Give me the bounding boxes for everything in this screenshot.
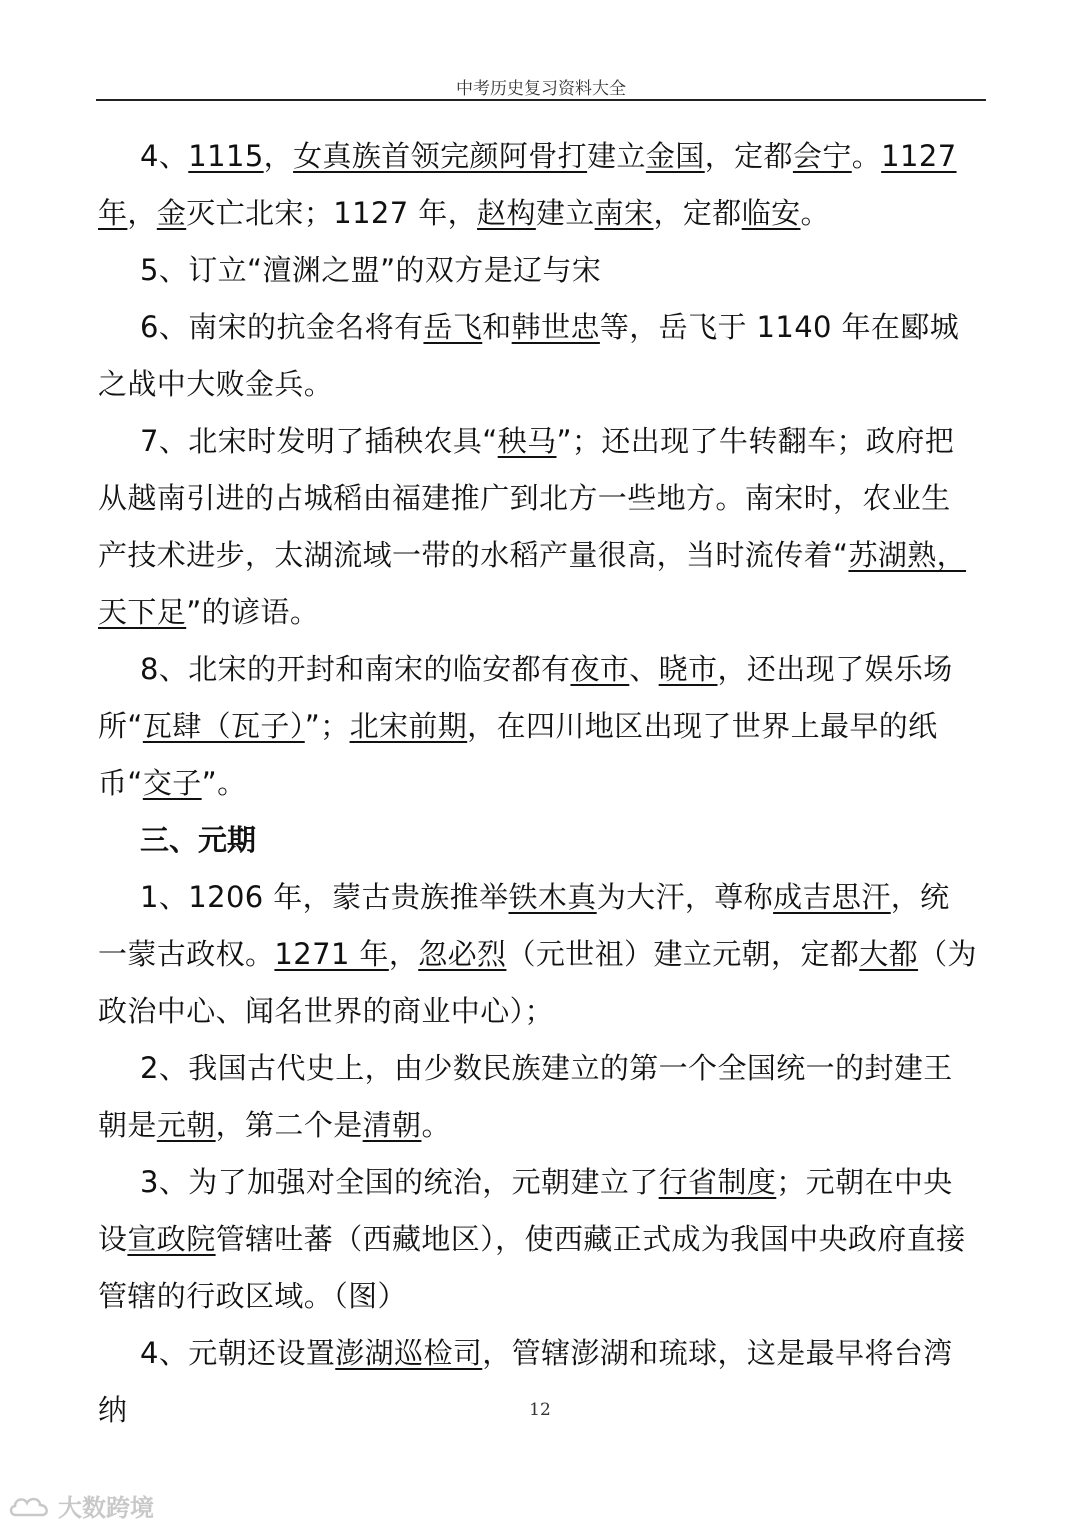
underlined-text: 元朝 [156,1108,216,1142]
text-segment: （为政治中心、闻名世界的商业中心）； [98,937,977,1028]
watermark [8,1488,154,1523]
text-segment: （元世祖）建立元朝，定都 [506,937,860,971]
text-segment: 等，岳飞于 1140 年在郾城之战中大败金兵。 [98,310,960,401]
underlined-text: 行省制度 [658,1165,777,1199]
underlined-text: 澎湖巡检司 [335,1336,483,1370]
underlined-text: 金 [156,196,187,230]
underlined-text: 岳飞 [423,310,483,344]
underlined-text: 1115 [188,139,264,173]
underlined-text: 苏湖熟，天下足 [98,538,967,629]
section-title: 三、元期 [140,823,257,857]
underlined-text: 宣政院 [127,1222,216,1256]
text-segment: ”的谚语。 [186,595,320,629]
text-segment: ，定都 [704,139,793,173]
text-segment: 为大汗，尊称 [596,880,774,914]
paragraph [98,413,978,641]
text-segment: 灭亡北宋；1127 年， [186,196,478,230]
text-segment: ，还出现了娱乐场所“ [98,652,953,743]
text-segment: 8、北宋的开封和南宋的临安都有 [140,652,571,686]
text-segment: ；元朝在中央设 [98,1165,953,1256]
underlined-text: 忽必烈 [418,937,507,971]
text-segment: 1、1206 年，蒙古贵族推举 [140,880,509,914]
text-segment: ”。 [201,766,247,800]
text-segment: 管辖吐蕃（西藏地区），使西藏正式成为我国中央政府直接管辖的行政区域。（图） [98,1222,966,1313]
text-segment: 4、元朝还设置 [140,1336,336,1370]
paragraph [98,299,978,413]
underlined-text: 女真族首领完颜阿骨打 [293,139,588,173]
underlined-text: 铁木真 [508,880,597,914]
underlined-text: 南宋 [594,196,654,230]
text-segment: 建立 [587,139,646,173]
underlined-text: 1271 年 [274,937,389,971]
text-segment: 2、我国古代史上，由少数民族建立的第一个全国统一的封建王朝是 [98,1051,953,1142]
text-segment: 和 [482,310,512,344]
underlined-text: 金国 [645,139,705,173]
text-segment: 3、为了加强对全国的统治，元朝建立了 [140,1165,659,1199]
text-segment: 。 [421,1108,451,1142]
text-segment: 。 [800,196,830,230]
underlined-text: 瓦肆（瓦子） [142,709,305,743]
paragraph [98,869,978,1040]
paragraph [98,1154,978,1325]
underlined-text: 赵构 [477,196,536,230]
watermark-text: 大数跨境 [58,1494,154,1522]
text-segment: ， [263,139,294,173]
song-section-paragraphs [98,128,978,812]
underlined-text: 会宁 [792,139,852,173]
text-segment: 5、订立“澶渊之盟”的双方是辽与宋 [140,253,602,287]
underlined-text: 大都 [859,937,919,971]
paragraph [98,1040,978,1154]
paragraph [98,1325,978,1439]
underlined-text: 交子 [142,766,202,800]
underlined-text: 秧马 [497,424,557,458]
yuan-section-paragraphs [98,869,978,1439]
text-segment: 、 [629,652,659,686]
text-segment: ，在四川地区出现了世界上最早的纸币“ [98,709,938,800]
paragraph [98,128,978,242]
text-segment: ，第二个是 [215,1108,363,1142]
text-segment: 。 [851,139,882,173]
document-body [98,128,978,1439]
underlined-text: 1127年 [98,139,957,230]
underlined-text: 晓市 [658,652,718,686]
text-segment: 建立 [535,196,595,230]
paragraph [98,641,978,812]
text-segment: ， [388,937,419,971]
underlined-text: 夜市 [570,652,630,686]
header-divider [96,99,986,101]
text-segment: ”； [304,709,350,743]
underlined-text: 临安 [741,196,801,230]
text-segment: ”；还出现了牛转翻车；政府把从越南引进的占城稻由福建推广到北方一些地方。南宋时，农业生产技术进步，太湖流域一带的水稻产量很高，当时流传着“ [98,424,955,572]
text-segment: 6、南宋的抗金名将有 [140,310,424,344]
text-segment: ，统一蒙古政权。 [98,880,950,971]
underlined-text: 成吉思汗 [773,880,891,914]
page-number: 12 [529,1400,551,1420]
underlined-text: 清朝 [362,1108,422,1142]
text-segment: 4、 [140,139,189,173]
text-segment: ，定都 [653,196,742,230]
text-segment: ， [127,196,157,230]
text-segment: 7、北宋时发明了插秧农具“ [140,424,498,458]
paragraph [98,242,978,299]
underlined-text: 北宋前期 [349,709,468,743]
cloud-logo-icon [8,1493,52,1519]
underlined-text: 韩世忠 [511,310,600,344]
page-header: 中考历史复习资料大全 [456,79,626,99]
text-segment: ，管辖澎湖和琉球，这是最早将台湾纳 [98,1336,953,1427]
